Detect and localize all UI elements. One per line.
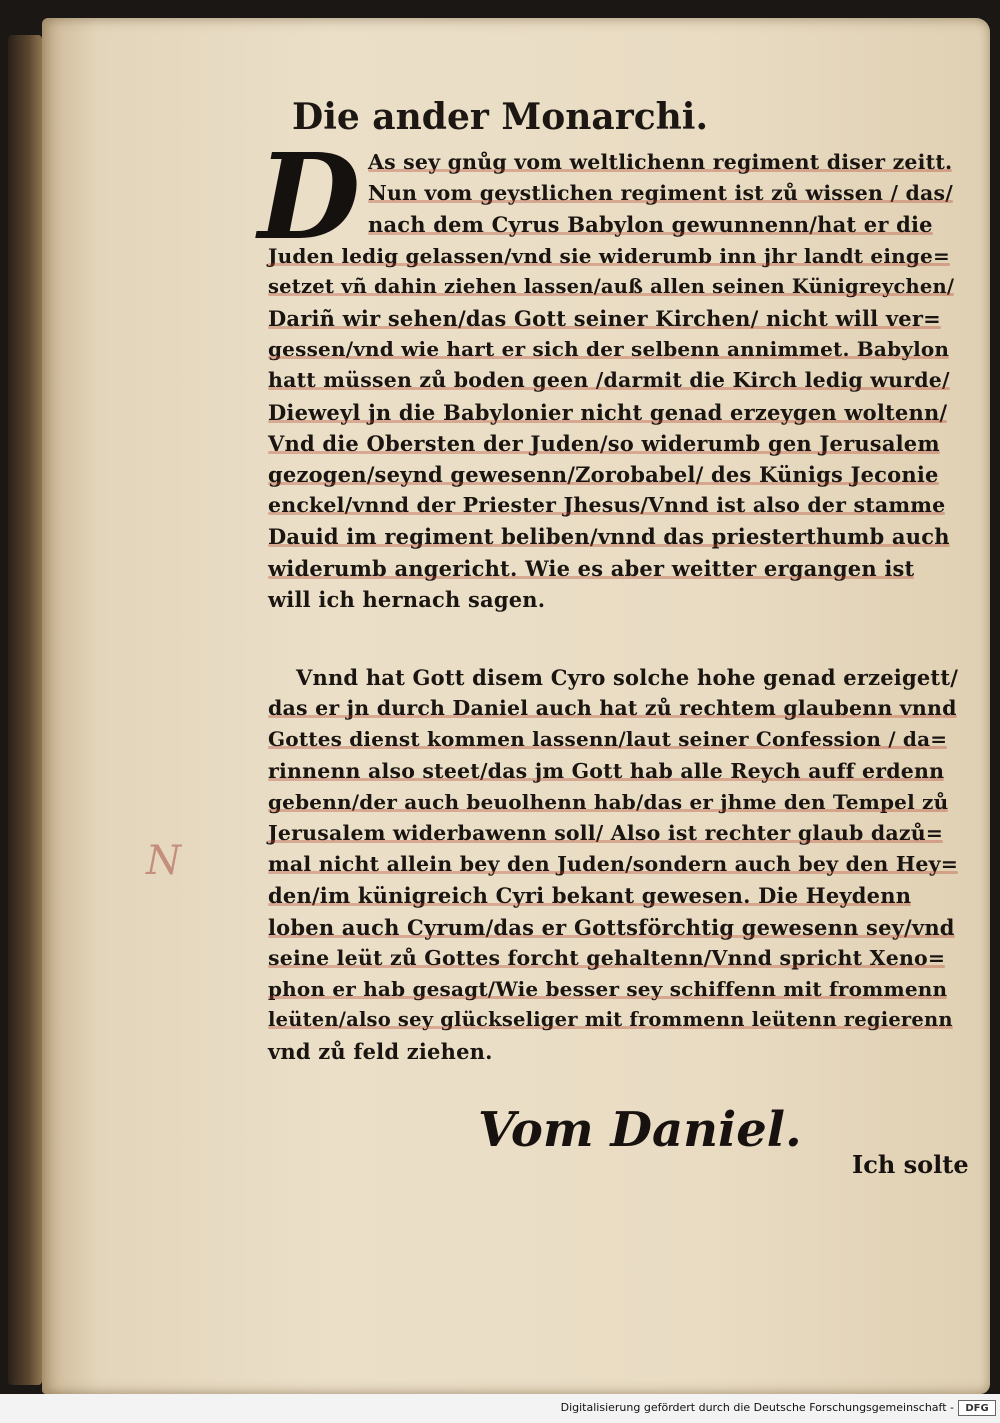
text-line: rinnenn also steet/das jm Gott hab alle Reych auff erdenn bbox=[268, 758, 945, 783]
text-line: hatt müssen zů boden geen /darmit die Kirch ledig wurde/ bbox=[268, 368, 950, 393]
footer-credit: Digitalisierung gefördert durch die Deutsche Forschungsgemeinschaft - bbox=[560, 1401, 954, 1414]
text-line: Dieweyl jn die Babylonier nicht genad erzeygen woltenn/ bbox=[268, 399, 948, 425]
text-line: will ich hernach sagen. bbox=[268, 586, 546, 612]
text-line: gezogen/seynd gewesenn/Zorobabel/ des Künigs Jeconie bbox=[268, 462, 939, 487]
text-line: leüten/also sey glückseliger mit frommenn leütenn regierenn bbox=[268, 1008, 953, 1032]
text-line: Nun vom geystlichen regiment ist zů wissen / das/ bbox=[368, 181, 953, 206]
decorated-initial: D bbox=[258, 127, 361, 266]
text-line: vnd zů feld ziehen. bbox=[268, 1039, 493, 1065]
text-line: phon er hab gesagt/Wie besser sey schiffenn mit frommenn bbox=[268, 977, 948, 1001]
page-heading: Die ander Monarchi. bbox=[291, 96, 709, 138]
book-edge bbox=[8, 35, 42, 1385]
text-line: widerumb angericht. Wie es aber weitter ergangen ist bbox=[268, 555, 915, 581]
footer-bar bbox=[0, 1394, 1000, 1423]
text-line: Vnnd hat Gott disem Cyro solche hohe genad erzeigett/ bbox=[296, 665, 959, 690]
text-line: den/im künigreich Cyri bekant gewesen. Die Heydenn bbox=[268, 883, 912, 909]
text-line: Jerusalem widerbawenn soll/ Also ist rechter glaub dazů= bbox=[268, 821, 944, 845]
text-line: nach dem Cyrus Babylon gewunnenn/hat er die bbox=[368, 212, 933, 238]
section-heading: Vom Daniel. bbox=[478, 1102, 802, 1158]
text-line: Vnd die Obersten der Juden/so widerumb gen Jerusalem bbox=[268, 430, 940, 456]
text-line: mal nicht allein bey den Juden/sondern auch bey den Hey= bbox=[268, 852, 959, 877]
catchword: Ich solte bbox=[852, 1150, 969, 1179]
text-line: seine leüt zů Gottes forcht gehaltenn/Vnnd spricht Xeno= bbox=[268, 945, 946, 970]
margin-annotation: N bbox=[146, 838, 181, 884]
text-line: enckel/vnnd der Priester Jhesus/Vnnd ist also der stamme bbox=[268, 493, 946, 518]
text-line: das er jn durch Daniel auch hat zů rechtem glaubenn vnnd bbox=[268, 696, 957, 721]
text-line: Dauid im regiment beliben/vnnd das priesterthumb auch bbox=[268, 524, 950, 550]
text-line: gebenn/der auch beuolhenn hab/das er jhme den Tempel zů bbox=[268, 789, 949, 814]
text-line: gessen/vnd wie hart er sich der selbenn annimmet. Babylon bbox=[268, 337, 950, 362]
text-line: Dariñ wir sehen/das Gott seiner Kirchen/ nicht will ver= bbox=[268, 306, 941, 331]
text-line: Juden ledig gelassen/vnd sie widerumb inn jhr landt einge= bbox=[268, 243, 950, 268]
text-line: Gottes dienst kommen lassenn/laut seiner Confession / da= bbox=[268, 727, 948, 752]
dfg-logo: DFG bbox=[958, 1400, 996, 1416]
text-line: setzet vñ dahin ziehen lassen/auß allen seinen Künigreychen/ bbox=[268, 274, 955, 298]
text-line: As sey gnůg vom weltlichenn regiment diser zeitt. bbox=[368, 150, 953, 174]
text-line: loben auch Cyrum/das er Gottsförchtig gewesenn sey/vnd bbox=[268, 914, 955, 940]
